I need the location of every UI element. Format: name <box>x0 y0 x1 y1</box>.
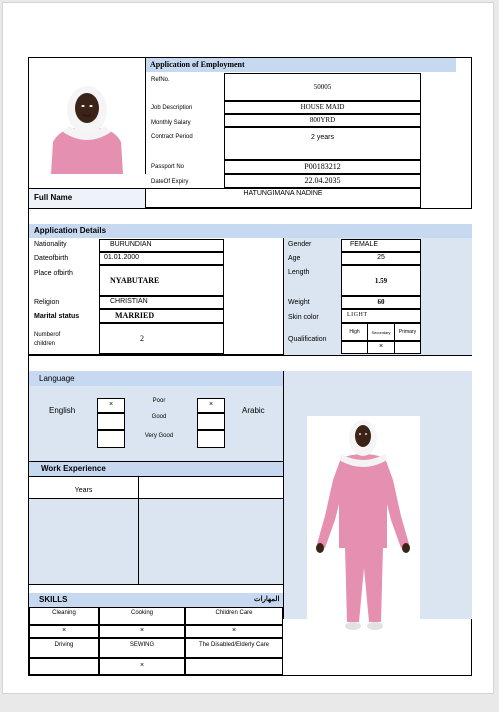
passport-value-box <box>224 160 421 174</box>
expiry-label: DateOf Expiry <box>151 179 189 185</box>
skin-label: Skin color <box>288 314 319 321</box>
skill-elderly-care: The Disabled/Elderly Care <box>198 642 270 648</box>
lower-spacer <box>29 355 472 371</box>
work-years-cell[interactable] <box>29 498 139 584</box>
nationality-value-box <box>99 239 224 252</box>
title-bar <box>146 58 456 72</box>
level-good: Good <box>151 414 167 420</box>
weight-value: 60 <box>377 298 385 306</box>
salary-label: Monthly Salary <box>151 120 191 126</box>
skill-cooking: Cooking <box>130 610 153 616</box>
english-poor-check[interactable] <box>97 398 125 413</box>
length-value: 1.59 <box>374 277 388 285</box>
marital-label: Marital status <box>34 313 80 320</box>
gender-value: FEMALE <box>350 241 379 248</box>
language-title: Language <box>39 374 75 383</box>
years-label: Years <box>74 487 93 494</box>
qual-secondary-label: Secondary <box>371 330 391 335</box>
arabic-poor-check[interactable] <box>197 398 225 413</box>
english-good-check[interactable] <box>97 413 125 430</box>
pob-value-box <box>99 265 224 296</box>
portrait-photo <box>47 82 127 174</box>
level-poor: Poor <box>152 398 166 404</box>
contract-value-box <box>224 127 421 160</box>
nationality-value: BURUNDIAN <box>110 241 152 248</box>
length-label: Length <box>288 269 310 276</box>
skill-children-care-mark: × <box>231 627 237 634</box>
qual-secondary-mark: × <box>378 343 384 350</box>
arabic-good-check[interactable] <box>197 413 225 430</box>
skill-sewing-mark: × <box>139 662 145 669</box>
english-very-good-check[interactable] <box>97 430 125 448</box>
dob-value-box <box>99 252 224 265</box>
length-value-box <box>341 265 421 296</box>
contract-label: Contract Period <box>151 134 193 140</box>
qual-secondary-box <box>367 323 395 341</box>
age-value-box <box>341 252 421 265</box>
years-header-cell <box>29 476 139 498</box>
skills-spacer <box>29 585 283 593</box>
fullname-value: HATUNGIMANA NADINE <box>243 190 323 197</box>
language-english: English <box>49 406 76 415</box>
skill-cooking-cell <box>99 607 185 625</box>
skill-sewing: SEWING <box>129 642 155 648</box>
fullname-label: Full Name <box>34 193 73 202</box>
gender-value-box <box>341 239 421 252</box>
skill-cleaning-cell <box>29 607 99 625</box>
expiry-value: 22.04.2035 <box>304 176 341 185</box>
skill-children-care-cell <box>185 607 283 625</box>
children-value-box <box>99 323 224 354</box>
qual-high-box <box>341 323 368 341</box>
skill-cooking-mark: × <box>139 627 145 634</box>
details-spacer <box>29 208 472 224</box>
qual-primary-box <box>394 323 421 341</box>
salary-value: 800YRD <box>309 116 336 124</box>
skill-driving-cell <box>29 638 99 658</box>
skill-elderly-care-cell <box>185 638 283 658</box>
skill-driving-check[interactable] <box>29 658 99 675</box>
pob-label: Place ofbirth <box>34 270 73 277</box>
religion-value-box <box>99 296 224 309</box>
children-label-line1: Numberof <box>34 332 61 338</box>
english-mark: × <box>108 401 114 408</box>
marital-value-box <box>99 309 224 323</box>
job-label: Job Description <box>151 105 193 111</box>
weight-value-box <box>341 296 421 309</box>
skill-children-care-check[interactable] <box>185 625 283 638</box>
job-value: HOUSE MAID <box>300 103 345 111</box>
qual-high-label: High <box>349 329 360 335</box>
arabic-very-good-check[interactable] <box>197 430 225 448</box>
contract-value: 2 years <box>311 134 334 141</box>
dob-value: 01.01.2000 <box>104 254 140 261</box>
skill-sewing-check[interactable] <box>99 658 185 675</box>
children-label-line2: children <box>34 341 56 347</box>
pob-value: NYABUTARE <box>110 276 160 285</box>
dob-label: Dateofbirth <box>34 255 69 262</box>
qual-secondary-check[interactable] <box>367 341 395 354</box>
application-form <box>28 57 472 676</box>
ref-value-box <box>224 73 421 101</box>
fullname-value-box <box>146 188 421 208</box>
form-title: Application of Employment <box>150 60 245 69</box>
language-arabic: Arabic <box>242 406 265 415</box>
skills-header <box>29 593 283 607</box>
ref-value: 50005 <box>313 83 332 91</box>
children-value: 2 <box>140 334 144 343</box>
weight-label: Weight <box>288 299 310 306</box>
skills-title-arabic: المهارات <box>254 596 280 603</box>
skin-value-box <box>341 309 421 323</box>
qualification-label: Qualification <box>288 336 327 343</box>
nationality-label: Nationality <box>34 241 67 248</box>
skills-title: SKILLS <box>39 595 68 604</box>
details-header <box>29 224 472 238</box>
job-value-box <box>224 101 421 114</box>
skin-value: LIGHT <box>347 312 368 318</box>
expiry-value-box <box>224 174 421 188</box>
portrait-photo-cell <box>29 58 146 174</box>
language-header <box>29 371 283 386</box>
salary-value-box <box>224 114 421 127</box>
skill-cleaning-mark: × <box>61 627 67 634</box>
skill-cleaning: Cleaning <box>52 610 76 616</box>
marital-value: MARRIED <box>115 311 155 320</box>
details-title: Application Details <box>34 226 107 235</box>
work-details-cell[interactable] <box>139 498 283 584</box>
fullname-label-cell <box>29 188 146 208</box>
skill-driving: Driving <box>54 642 74 648</box>
work-title: Work Experience <box>41 464 106 473</box>
work-header-right <box>139 476 283 498</box>
ref-label: RefNo. <box>151 77 170 83</box>
skill-elderly-care-check[interactable] <box>185 658 283 675</box>
age-label: Age <box>288 255 301 262</box>
work-header <box>29 462 283 476</box>
skill-cooking-check[interactable] <box>99 625 185 638</box>
religion-value: CHRISTIAN <box>110 298 148 305</box>
passport-label: Passport No <box>151 164 185 170</box>
passport-value: P00183212 <box>304 162 341 171</box>
qual-high-check[interactable] <box>341 341 368 354</box>
fullbody-photo <box>307 416 420 638</box>
skill-sewing-cell <box>99 638 185 658</box>
religion-label: Religion <box>34 299 60 306</box>
gender-label: Gender <box>288 241 312 248</box>
age-value: 25 <box>377 254 385 261</box>
fullbody-photo-frame <box>307 416 420 638</box>
skill-cleaning-check[interactable] <box>29 625 99 638</box>
level-very-good: Very Good <box>144 433 174 439</box>
skill-children-care: Children Care <box>215 610 253 616</box>
qual-primary-label: Primary <box>398 329 417 335</box>
qual-primary-check[interactable] <box>394 341 421 354</box>
arabic-mark: × <box>208 401 214 408</box>
